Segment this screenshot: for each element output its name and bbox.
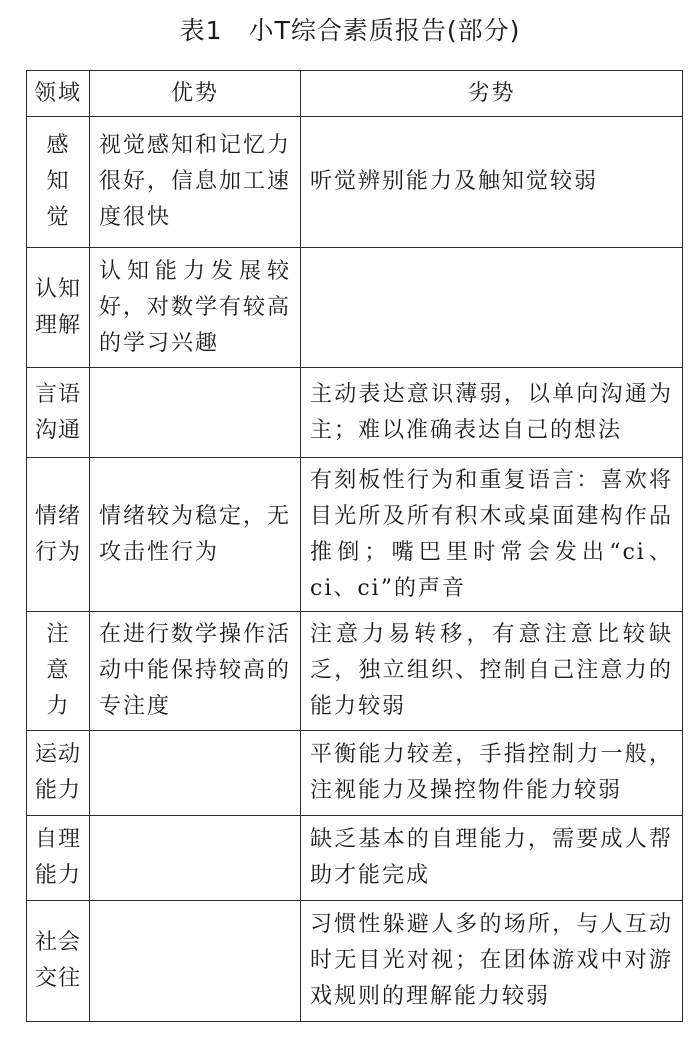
weakness-cell: 注意力易转移，有意注意比较缺乏，独立组织、控制自己注意力的能力较弱 — [301, 612, 683, 731]
weakness-cell — [301, 248, 683, 368]
domain-cell: 社会 交往 — [27, 901, 90, 1022]
strength-cell — [90, 368, 301, 458]
header-row — [27, 71, 683, 117]
domain-cell: 言语 沟通 — [27, 368, 90, 458]
weakness-cell: 平衡能力较差，手指控制力一般，注视能力及操控物件能力较弱 — [301, 731, 683, 816]
weakness-cell: 主动表达意识薄弱，以单向沟通为主；难以准确表达自己的想法 — [301, 368, 683, 458]
weakness-cell: 听觉辨别能力及触知觉较弱 — [301, 117, 683, 248]
table-row — [27, 901, 683, 1022]
domain-cell: 自理 能力 — [27, 816, 90, 901]
weakness-cell: 习惯性躲避人多的场所，与人互动时无目光对视；在团体游戏中对游戏规则的理解能力较弱 — [301, 901, 683, 1022]
header-strength: 优势 — [90, 71, 301, 117]
table-row — [27, 368, 683, 458]
table-title: 表1 小T综合素质报告(部分) — [179, 16, 521, 45]
strength-cell — [90, 901, 301, 1022]
domain-cell: 感 知 觉 — [27, 117, 90, 248]
strength-cell: 情绪较为稳定，无攻击性行为 — [90, 458, 301, 612]
header-domain: 领域 — [27, 71, 90, 117]
weakness-cell: 有刻板性行为和重复语言：喜欢将目光所及所有积木或桌面建构作品推倒；嘴巴里时常会发出“ci、ci、ci”的声音 — [301, 458, 683, 612]
table-row — [27, 458, 683, 612]
table-row — [27, 816, 683, 901]
table-row — [27, 731, 683, 816]
strength-cell — [90, 816, 301, 901]
domain-cell: 运动 能力 — [27, 731, 90, 816]
domain-cell: 注 意 力 — [27, 612, 90, 731]
table-row — [27, 117, 683, 248]
header-weakness: 劣势 — [301, 71, 683, 117]
strength-cell: 在进行数学操作活动中能保持较高的专注度 — [90, 612, 301, 731]
weakness-cell: 缺乏基本的自理能力，需要成人帮助才能完成 — [301, 816, 683, 901]
strength-cell — [90, 731, 301, 816]
report-table — [26, 70, 683, 1022]
domain-cell: 认知 理解 — [27, 248, 90, 368]
table-row — [27, 248, 683, 368]
strength-cell: 视觉感知和记忆力很好，信息加工速度很快 — [90, 117, 301, 248]
table-row — [27, 612, 683, 731]
domain-cell: 情绪 行为 — [27, 458, 90, 612]
strength-cell: 认知能力发展较好，对数学有较高的学习兴趣 — [90, 248, 301, 368]
